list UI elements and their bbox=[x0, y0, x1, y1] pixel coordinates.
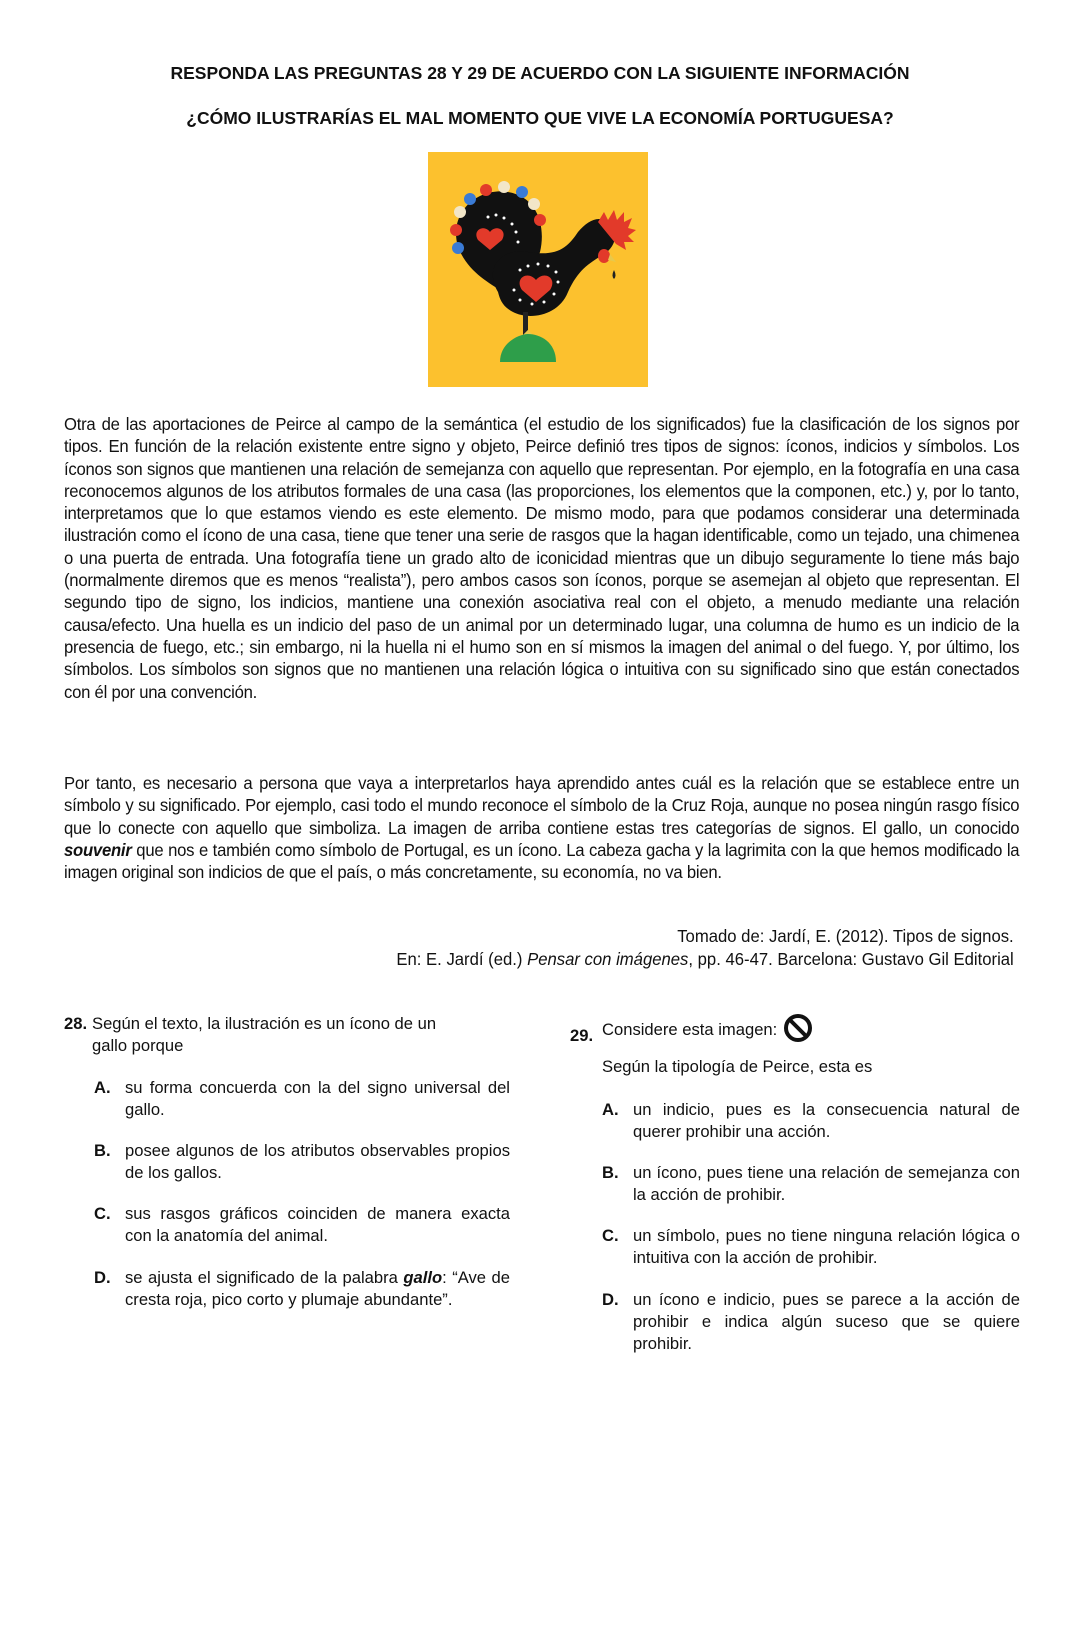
question-stem: Considere esta imagen: bbox=[602, 1013, 1020, 1043]
option-text: sus rasgos gráficos coinciden de manera exacta con la anatomía del animal. bbox=[125, 1204, 510, 1245]
option-b[interactable] bbox=[602, 1162, 1020, 1206]
option-letter: B. bbox=[602, 1163, 619, 1182]
option-d[interactable] bbox=[602, 1289, 1020, 1355]
passage-title: ¿CÓMO ILUSTRARÍAS EL MAL MOMENTO QUE VIVE LA ECONOMÍA PORTUGUESA? bbox=[186, 108, 894, 128]
option-letter: A. bbox=[602, 1100, 619, 1119]
option-text-b: : “Ave de cresta roja, pico corto y plumaje abundante”. bbox=[125, 1268, 510, 1309]
option-c[interactable] bbox=[94, 1203, 510, 1247]
souvenir-emphasis: souvenir bbox=[64, 839, 132, 860]
option-text-a: se ajusta el significado de la palabra bbox=[125, 1268, 404, 1287]
option-letter: C. bbox=[94, 1204, 111, 1223]
option-a[interactable] bbox=[602, 1099, 1020, 1143]
option-b[interactable] bbox=[94, 1140, 510, 1184]
citation-book-title: Pensar con imágenes bbox=[527, 949, 689, 969]
question-substem: Según la tipología de Peirce, esta es bbox=[602, 1057, 873, 1076]
citation-line-2 bbox=[397, 948, 1014, 971]
citation-prefix: En: E. Jardí (ed.) bbox=[396, 949, 528, 969]
option-text: su forma concuerda con la del signo universal del gallo. bbox=[125, 1078, 510, 1119]
question-number: 29. bbox=[570, 1026, 594, 1045]
option-text: posee algunos de los atributos observables propios de los gallos. bbox=[125, 1141, 510, 1182]
prohibition-icon bbox=[783, 1013, 813, 1043]
instruction-heading: RESPONDA LAS PREGUNTAS 28 Y 29 DE ACUERDO CON LA SIGUIENTE INFORMACIÓN bbox=[170, 63, 910, 83]
gallo-emphasis: gallo bbox=[403, 1268, 443, 1287]
option-text: un ícono, pues tiene una relación de semejanza con la acción de prohibir. bbox=[633, 1163, 1020, 1204]
rooster-figure bbox=[428, 152, 648, 387]
passage-paragraph-1 bbox=[64, 413, 1019, 703]
question-number: 28. bbox=[64, 1014, 88, 1033]
question-stem: Según el texto, la ilustración es un ícono de un gallo porque bbox=[92, 1014, 437, 1055]
option-letter: A. bbox=[94, 1078, 111, 1097]
option-a[interactable] bbox=[94, 1077, 510, 1121]
option-letter: B. bbox=[94, 1141, 111, 1160]
option-letter: C. bbox=[602, 1226, 619, 1245]
option-text: un indicio, pues es la consecuencia natural de querer prohibir una acción. bbox=[633, 1100, 1020, 1141]
paragraph-2-text-a: Por tanto, es necesario a persona que vaya a interpretarlos haya aprendido antes cuál es la relación que se establece entre un símbolo y su significado. Por ejemplo, casi todo el mundo reconoce el símbolo de la Cruz Roja, aunque no posea ningún rasgo físico que lo conecte con aquello que simboliza. La imagen de arriba contiene estas tres categorías de signos. El gallo, un conocido bbox=[64, 773, 1020, 838]
rooster-illustration-icon bbox=[428, 152, 648, 387]
option-letter: D. bbox=[94, 1268, 111, 1287]
citation-line-1: Tomado de: Jardí, E. (2012). Tipos de signos. bbox=[677, 926, 1014, 946]
paragraph-1-text: Otra de las aportaciones de Peirce al campo de la semántica (el estudio de los significados) fue la clasificación de los signos por tipos. En función de la relación existente entre signo y objeto, Peirce definió tres tipos de signos: íconos, indicios y símbolos. Los íconos son signos que mantienen una relación de semejanza con aquello que representan. Por ejemplo, en la fotografía en una casa reconocemos algunos de los atributos formales de una casa (las proporciones, los elementos que la componen, etc.) y, por lo tanto, interpretamos que lo que estamos viendo es este elemento. De mismo modo, para que podamos considerar una determinada ilustración como el ícono de una casa, tiene que tener una serie de rasgos que la hagan identificable, como un tejado, una chimenea o una puerta de entrada. Una fotografía tiene un grado alto de iconicidad mientras que un dibujo seguramente lo tiene más bajo (normalmente diremos que es menos “realista”), pero ambos casos son íconos, porque se asemejan al objeto que representan. El segundo tipo de signo, los indicios, mantiene una conexión asociativa real con el objeto, a menudo mediante una relación causa/efecto. Una huella es un indicio del paso de un animal por un determinado lugar, una columna de humo es un indicio de la presencia de fuego, etc.; sin embargo, ni la huella ni el humo son en sí mismos la imagen del animal o del fuego. Y, por último, los símbolos. Los símbolos son signos que no mantienen una relación lógica o intuitiva con su significado sino que están conectados con él por una convención. bbox=[64, 414, 1020, 702]
option-d[interactable] bbox=[94, 1267, 510, 1311]
option-text: un ícono e indicio, pues se parece a la acción de prohibir e indica algún suceso que se quiere prohibir. bbox=[633, 1290, 1020, 1353]
option-text: un símbolo, pues no tiene ninguna relación lógica o intuitiva con la acción de prohibir. bbox=[633, 1226, 1020, 1267]
passage-paragraph-2 bbox=[64, 772, 1019, 883]
citation-suffix: , pp. 46-47. Barcelona: Gustavo Gil Editorial bbox=[688, 949, 1014, 969]
option-letter: D. bbox=[602, 1290, 619, 1309]
option-c[interactable] bbox=[602, 1225, 1020, 1269]
paragraph-2-text-b: que nos e también como símbolo de Portugal, es un ícono. La cabeza gacha y la lagrimita con la que hemos modificado la imagen original son indicios de que el país, o más concretamente, su economía, no va bien. bbox=[64, 839, 1020, 883]
